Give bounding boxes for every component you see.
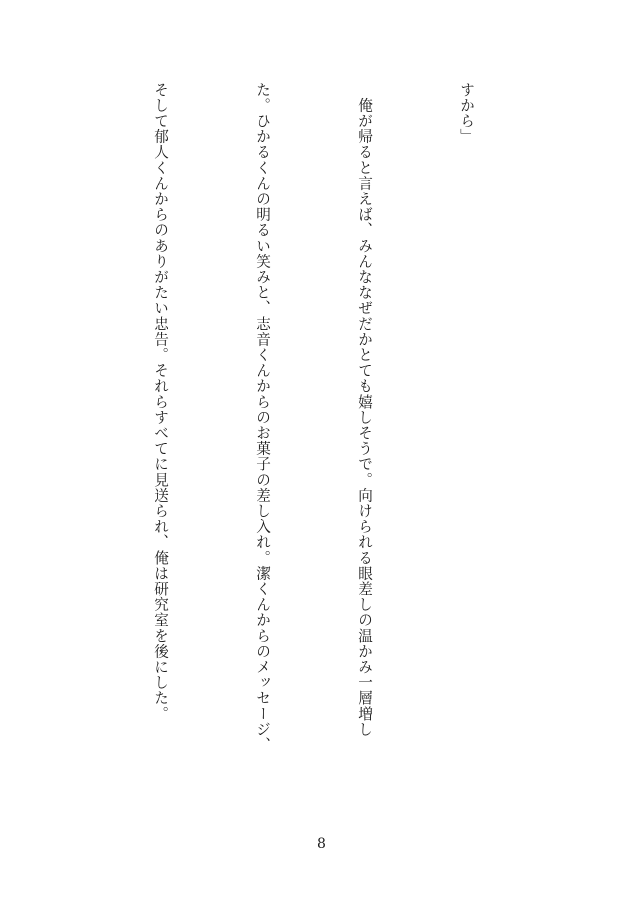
text-line: すから」: [458, 82, 475, 145]
text-line: 俺が帰ると言えば、みんななぜだかとても嬉しそうで。向けられる眼差しの温かみ一層増し: [356, 82, 373, 738]
text-line-blank: [41, 82, 75, 852]
page-number: 8: [317, 836, 326, 852]
vertical-text-block: [0, 82, 551, 852]
text-line: そして郁人くんからのありがたい忠告。それらすべてに見送られ、俺は研究室を後にした。: [152, 82, 169, 722]
text-line: た。ひかるくんの明るい笑みと、志音くんからのお菓子の差し入れ。潔くんからのメッセージ、: [254, 82, 271, 753]
